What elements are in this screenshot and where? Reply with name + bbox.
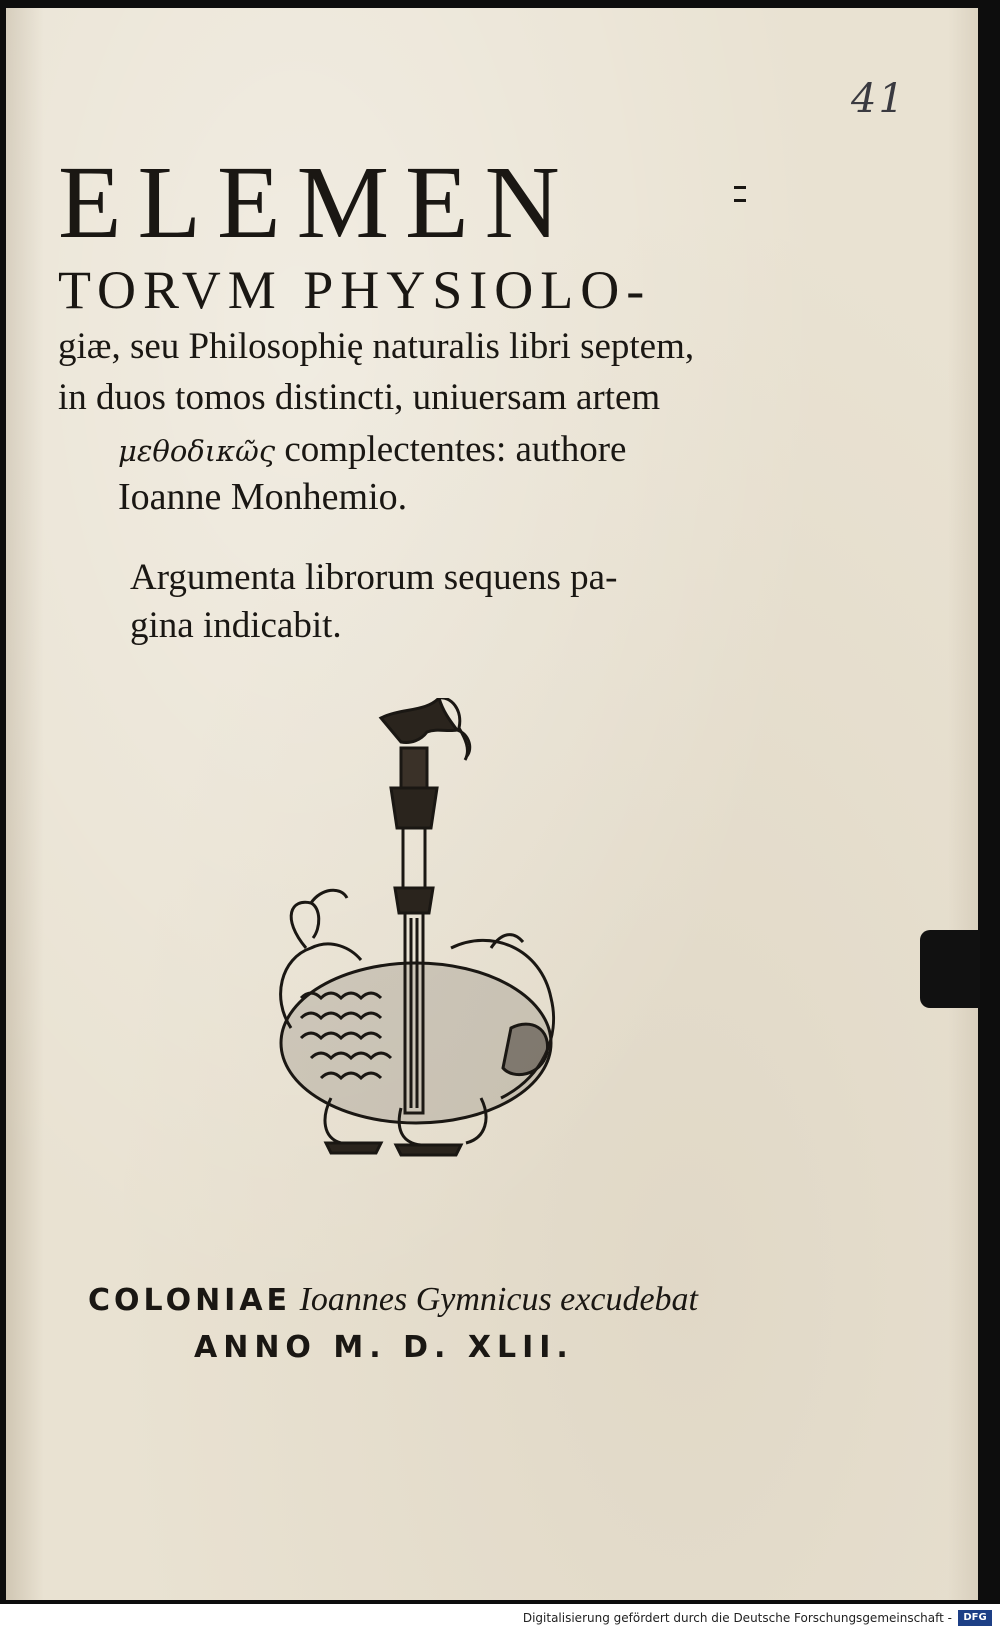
title-page (6, 8, 978, 1600)
imprint-printer: Ioannes Gymnicus excudebat (291, 1281, 698, 1318)
printer-device-woodcut (251, 698, 581, 1178)
imprint-line-1 (88, 1276, 698, 1323)
hyphen-mark (734, 186, 746, 202)
author-line: Ioanne Monhemio. (118, 476, 408, 518)
greek-word: μεθοδικῶς (118, 434, 276, 468)
title-line-3: giæ, seu Philosophię naturalis libri septem, (58, 326, 695, 367)
argument-line-2: gina indicabit. (130, 605, 342, 646)
title-line-1: ELEMEN (58, 145, 576, 260)
title-line-5 (118, 428, 626, 473)
imprint-year: ANNO M. D. XLII. (194, 1330, 574, 1365)
footer-credit: Digitalisierung gefördert durch die Deutsche Forschungsgemeinschaft - (522, 1611, 952, 1625)
title-line-4: in duos tomos distincti, uniuersam artem (58, 377, 661, 418)
footer-bar (0, 1604, 1000, 1634)
folio-number: 41 (851, 76, 906, 122)
argument-line-1: Argumenta librorum sequens pa- (130, 557, 618, 598)
title-line-5-rest: complectentes: authore (275, 429, 627, 470)
dfg-logo: DFG (958, 1610, 992, 1626)
title-line-2: TORVM PHYSIOLO- (58, 260, 652, 320)
page-tab-shadow (920, 930, 980, 1008)
imprint-city: COLONIAE (88, 1283, 292, 1318)
